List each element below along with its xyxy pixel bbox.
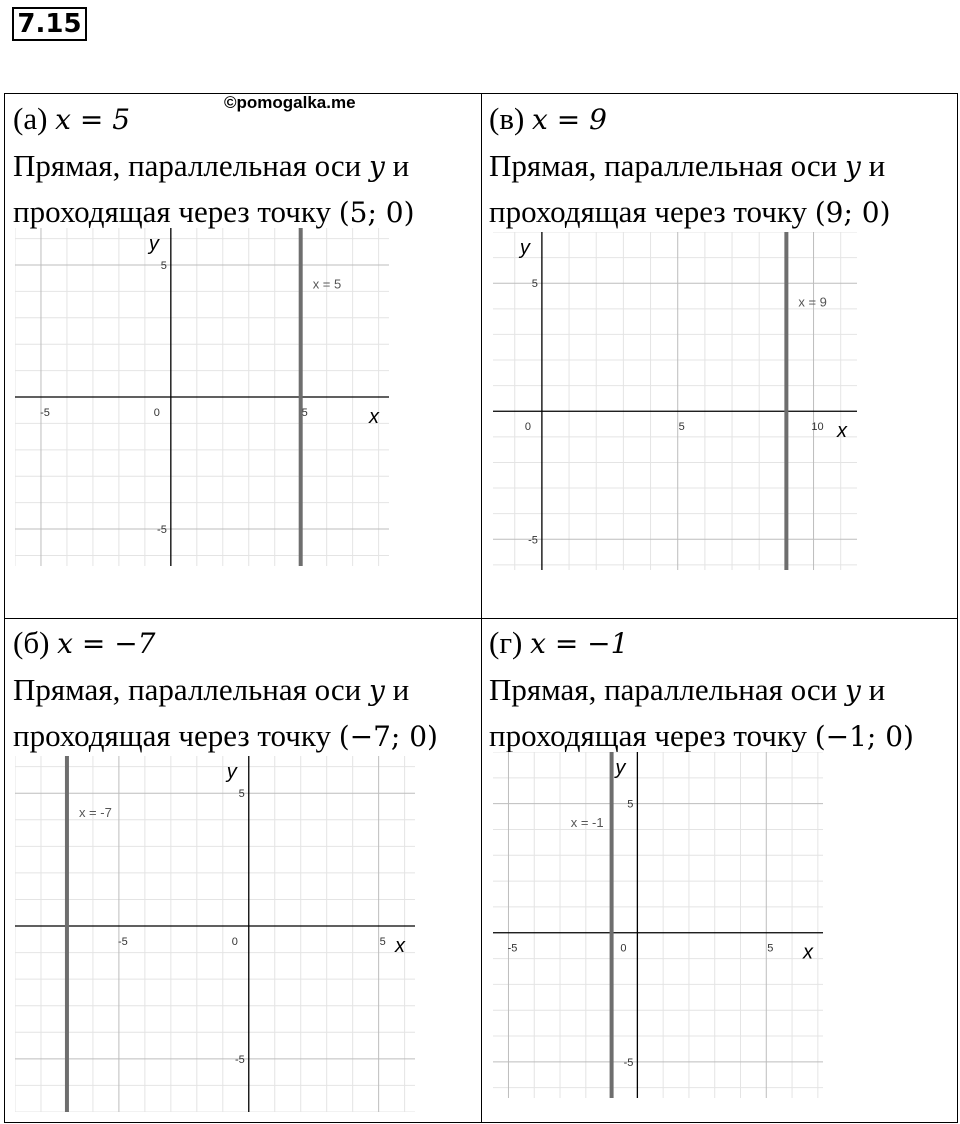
cell-c-point: (−7; 0): [338, 720, 438, 753]
chart-b: [493, 232, 857, 570]
cell-a-axis-name: y: [369, 149, 385, 183]
cell-c-letter: (б): [13, 625, 50, 660]
cell-c-line1: Прямая, параллельная оси: [13, 671, 362, 707]
cell-d-axis-name: y: [845, 673, 861, 707]
cell-a: [5, 94, 481, 618]
y-axis-label: y: [226, 761, 237, 783]
y-axis-label: y: [148, 233, 159, 255]
line-label: x = 9: [798, 294, 827, 310]
chart-d: [493, 752, 823, 1098]
cell-d-line1: Прямая, параллельная оси: [489, 671, 838, 707]
x-tick-label: 0: [524, 421, 531, 434]
cell-c-line2: проходящая через точку: [13, 718, 331, 753]
cell-d-line2: проходящая через точку: [489, 718, 807, 753]
cell-b-conj: и: [868, 147, 886, 183]
cell-c-equation: x = −7: [57, 627, 156, 660]
y-tick-label: -5: [623, 1056, 634, 1069]
cell-a-line2: проходящая через точку: [13, 194, 331, 229]
cell-d-letter: (г): [489, 625, 523, 660]
cell-d-text: [489, 620, 914, 760]
x-tick-label: 0: [153, 407, 160, 419]
cell-a-point: (5; 0): [338, 196, 415, 229]
x-tick-label: 0: [231, 936, 238, 949]
y-axis-label: y: [519, 237, 530, 259]
cell-c: [5, 618, 481, 1124]
y-tick-label: 5: [238, 788, 245, 801]
cell-b-axis-name: y: [845, 149, 861, 183]
watermark: ©pomogalka.me: [224, 93, 356, 112]
y-tick-label: -5: [528, 534, 538, 547]
cell-a-text: [13, 96, 415, 236]
cell-c-text: [13, 620, 438, 760]
cell-c-axis-name: y: [369, 673, 385, 707]
y-tick-label: 5: [531, 278, 538, 291]
x-axis-label: x: [837, 420, 847, 443]
x-tick-label: -5: [40, 407, 50, 419]
cell-b-equation: x = 9: [532, 103, 607, 136]
x-axis-label: x: [369, 406, 379, 428]
cell-d-point: (−1; 0): [814, 720, 914, 753]
line-label: x = 5: [312, 276, 342, 292]
cell-c-conj: и: [392, 671, 410, 707]
chart-a: [15, 228, 389, 566]
y-tick-label: -5: [157, 524, 167, 537]
cell-b-point: (9; 0): [814, 196, 891, 229]
chart-c: [15, 756, 415, 1112]
cell-d-equation: x = −1: [530, 627, 629, 660]
x-tick-label: -5: [118, 936, 128, 949]
cell-a-letter: (а): [13, 101, 48, 136]
x-axis-label: x: [803, 941, 813, 964]
x-tick-label: 5: [678, 421, 685, 434]
cell-a-conj: и: [392, 147, 410, 183]
x-tick-label: 10: [811, 421, 824, 434]
x-tick-label: -5: [507, 942, 518, 955]
y-tick-label: 5: [627, 798, 634, 811]
x-tick-label: 5: [379, 936, 386, 949]
x-axis-label: x: [395, 935, 405, 958]
cell-a-line1: Прямая, параллельная оси: [13, 147, 362, 183]
x-tick-label: 0: [620, 942, 627, 955]
x-tick-label: 5: [301, 407, 308, 419]
y-axis-label: y: [615, 757, 626, 779]
x-tick-label: 5: [767, 942, 774, 955]
cell-b-line2: проходящая через точку: [489, 194, 807, 229]
cell-b-text: [489, 96, 891, 236]
line-label: x = -7: [78, 805, 112, 821]
cell-b-letter: (в): [489, 101, 525, 136]
line-label: x = -1: [570, 814, 604, 830]
cell-d-conj: и: [868, 671, 886, 707]
cell-a-equation: x = 5: [55, 103, 131, 136]
y-tick-label: -5: [234, 1053, 245, 1066]
cell-d: [481, 618, 959, 1124]
y-tick-label: 5: [160, 259, 167, 272]
problem-number: 7.15: [12, 7, 87, 41]
solution-table: [4, 93, 958, 1123]
cell-b-line1: Прямая, параллельная оси: [489, 147, 838, 183]
cell-b: [481, 94, 959, 618]
